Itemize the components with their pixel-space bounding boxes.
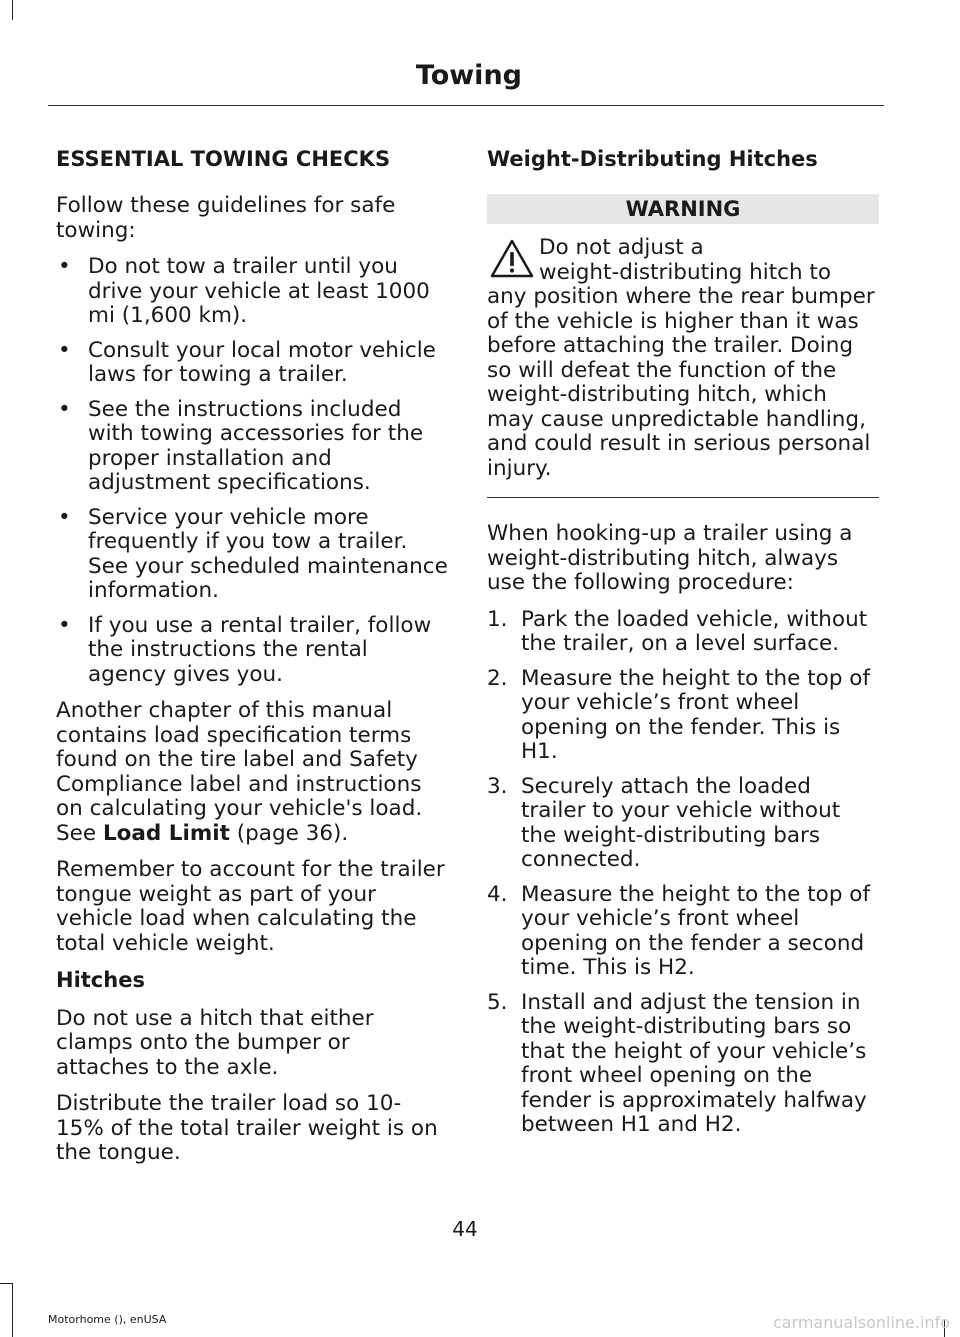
list-item: 2. Measure the height to the top of your vehicle’s front wheel opening on the fender. This is H1.	[487, 665, 871, 764]
list-item: 5. Install and adjust the tension in the weight-distributing bars so that the height of your vehicle’s front wheel opening on the fender is approximately halfway between H1 and H2.	[487, 989, 867, 1137]
bullet-marker: •	[58, 396, 71, 422]
right-column	[487, 144, 879, 1148]
list-item: 3. Securely attach the loaded trailer to your vehicle without the weight-distributing bars connected.	[487, 773, 841, 872]
crop-mark-bottom-left-h	[0, 1283, 12, 1284]
page-number: 44	[452, 1217, 478, 1241]
warning-banner: WARNING	[487, 194, 879, 224]
warning-triangle-icon	[489, 238, 535, 280]
list-item: 1. Park the loaded vehicle, without the trailer, on a level surface.	[487, 606, 868, 656]
bullet-marker: •	[58, 612, 71, 638]
list-item: 4. Measure the height to the top of your vehicle’s front wheel opening on the fender a second time. This is H2.	[487, 881, 871, 980]
towing-checks-list	[56, 255, 448, 687]
intro-paragraph: Follow these guidelines for safe towing:	[56, 193, 396, 243]
procedure-intro: When hooking-up a trailer using a weight-distributing hitch, always use the following procedure:	[487, 521, 853, 595]
load-limit-link[interactable]: Load Limit	[102, 820, 230, 846]
list-item: • Do not tow a trailer until you drive your vehicle at least 1000 mi (1,600 km).	[58, 254, 430, 328]
warning-text-line-1: Do not adjust a	[539, 235, 704, 260]
crop-mark-bottom-left	[12, 1283, 13, 1337]
bullet-marker: •	[58, 504, 71, 530]
bullet-marker: •	[58, 254, 71, 279]
left-column	[56, 144, 448, 1178]
warning-box	[487, 236, 879, 498]
warning-text-body: any position where the rear bumper of the vehicle is higher than it was before attaching the trailer. Doing so will defeat the function of the weight-distributing hitch, which may cause unpredictable handling, and could result in serious personal injury.	[487, 284, 875, 481]
list-item: • Consult your local motor vehicle laws for towing a trailer.	[58, 337, 436, 387]
list-item: • Service your vehicle more frequently if you tow a trailer. See your scheduled maintenance information.	[58, 504, 448, 603]
tongue-weight-paragraph: Remember to account for the trailer tongue weight as part of your vehicle load when calculating the total vehicle weight.	[56, 857, 445, 956]
bullet-marker: •	[58, 337, 71, 363]
header-divider	[48, 105, 884, 106]
page-title: Towing	[415, 60, 522, 91]
warning-text-line-2: weight-distributing hitch to	[539, 259, 831, 285]
procedure-steps	[487, 608, 879, 1138]
section-heading-weight-distributing: Weight-Distributing Hitches	[487, 147, 818, 171]
load-spec-paragraph: Another chapter of this manual contains load specification terms found on the tire label and Safety Compliance label and instructions on calculating your vehicle's load. See Load Limit (page 36).	[56, 698, 423, 846]
list-item: • See the instructions included with towing accessories for the proper installation and adjustment specifications.	[58, 396, 424, 495]
section-heading-hitches: Hitches	[56, 968, 145, 992]
list-item: • If you use a rental trailer, follow the instructions the rental agency gives you.	[58, 612, 432, 687]
document-info: Motorhome (), enUSA	[48, 1313, 167, 1326]
hitches-paragraph-2: Distribute the trailer load so 10-15% of the total trailer weight is on the tongue.	[56, 1091, 438, 1165]
watermark: carmanualsonline.info	[772, 1313, 950, 1332]
hitches-paragraph-1: Do not use a hitch that either clamps onto the bumper or attaches to the axle.	[56, 1005, 374, 1080]
section-heading-essential-checks: ESSENTIAL TOWING CHECKS	[56, 147, 391, 171]
crop-mark-top-left	[12, 0, 13, 20]
